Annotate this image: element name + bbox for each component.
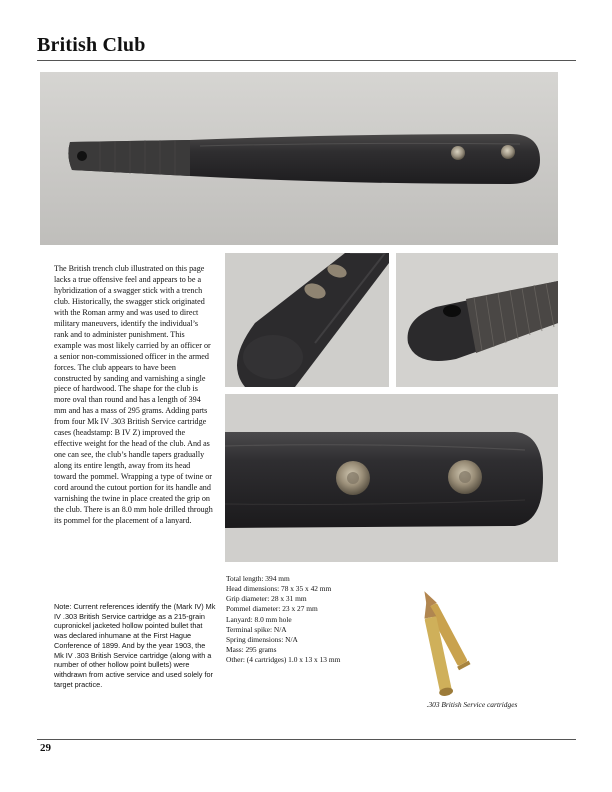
spec-mass: Mass: 295 grams [226, 645, 277, 655]
club-head-detail-photo [225, 253, 389, 387]
full-club-photo [40, 72, 558, 245]
footer-rule [37, 739, 576, 740]
spec-pommel-diameter: Pommel diameter: 23 x 27 mm [226, 604, 318, 614]
cartridge-inlay-detail-photo [225, 394, 558, 562]
body-paragraph: The British trench club illustrated on this page lacks a true offensive feel and appears to be a hybridization of a swagger stick with a trench club. Historically, the swagger stick originated with the Roman army and was used to direct military maneuvers, identify the individual’s rank and to administer punishment. This example was most likely carried by an officer or a senior non-commissioned officer in the armed forces. The club appears to have been constructed by sanding and varnishing a single piece of hardwood. The shape for the club is more oval than round and has a length of 394 mm and has a mass of 295 grams. Adding parts from four Mk IV .303 British Service cartridge cases (headstamp: B IV Z) improved the effective weight for the head of the club. And as one can see, the club’s handle tapers gradually along its entire length, away from its head toward the pommel. Wrapping a type of twine or cord around the cutout portion for its handle and varnishing the twine in place created the grip on the club. There is an 8.0 mm hole drilled through its pommel for the placement of a lanyard. [54, 264, 213, 525]
spec-spring-dimensions: Spring dimensions: N/A [226, 634, 298, 644]
spec-grip-diameter: Grip diameter: 28 x 31 mm [226, 594, 307, 604]
spec-total-length: Total length: 394 mm [226, 574, 290, 583]
club-pommel-detail-photo [396, 253, 558, 387]
cartridges-caption: .303 British Service cartridges [426, 700, 518, 709]
spec-head-dimensions: Head dimensions: 78 x 35 x 42 mm [226, 584, 332, 594]
note-paragraph: Note: Current references identify the (Mark IV) Mk IV .303 British Service cartridge as a 215-grain cupronickel jacketed hollow pointed bullet that was declared inhumane at the First Hague Conference of 1899. And by the year 1903, the Mk IV .303 British Service cartridge (along with a number of other hollow point bullets) were withdrawn from active service and used solely for target practice. [54, 602, 216, 689]
spec-terminal-spike: Terminal spike: N/A [226, 624, 287, 634]
specifications-list [226, 574, 406, 665]
spec-lanyard: Lanyard: 8.0 mm hole [226, 614, 292, 624]
header-rule [37, 60, 576, 61]
spec-other: Other: (4 cartridges) 1.0 x 13 x 13 mm [226, 655, 341, 665]
cartridges-photo [413, 574, 523, 698]
page-title: British Club [37, 34, 146, 56]
page-number: 29 [40, 742, 51, 754]
